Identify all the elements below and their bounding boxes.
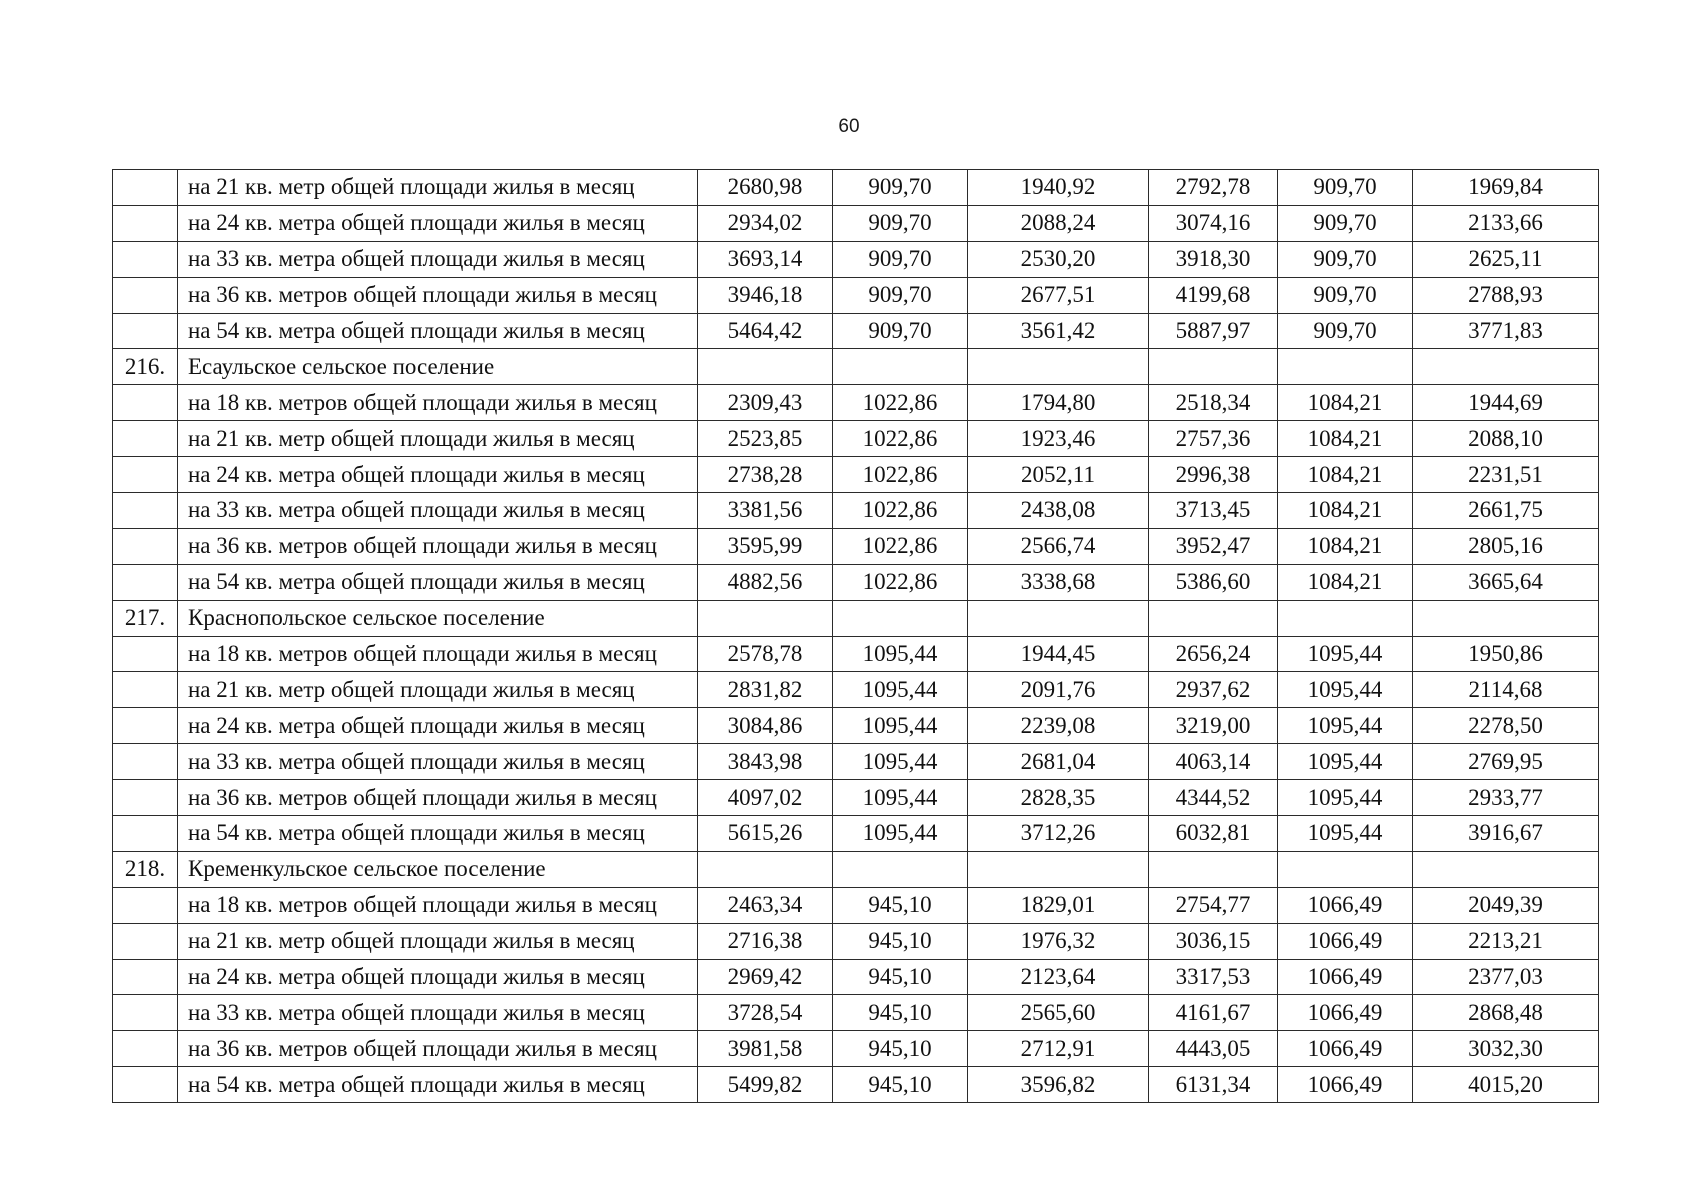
value-cell: 5464,42 xyxy=(698,313,833,349)
value-cell: 2681,04 xyxy=(968,744,1149,780)
value-cell: 909,70 xyxy=(1278,170,1413,206)
row-number-cell xyxy=(113,708,178,744)
value-cell: 1095,44 xyxy=(833,780,968,816)
value-cell: 909,70 xyxy=(833,170,968,206)
table-row xyxy=(113,923,1599,959)
value-cell: 2309,43 xyxy=(698,385,833,421)
table-row xyxy=(113,780,1599,816)
value-cell: 2231,51 xyxy=(1413,457,1599,493)
value-cell: 2114,68 xyxy=(1413,672,1599,708)
value-cell: 2680,98 xyxy=(698,170,833,206)
value-cell: 1095,44 xyxy=(1278,780,1413,816)
value-cell xyxy=(968,600,1149,636)
section-header-row xyxy=(113,349,1599,385)
value-cell: 3981,58 xyxy=(698,1031,833,1067)
value-cell: 3843,98 xyxy=(698,744,833,780)
area-label-cell: на 18 кв. метров общей площади жилья в месяц xyxy=(178,636,698,672)
value-cell: 3918,30 xyxy=(1149,241,1278,277)
value-cell xyxy=(1413,349,1599,385)
value-cell: 945,10 xyxy=(833,959,968,995)
value-cell: 3317,53 xyxy=(1149,959,1278,995)
value-cell: 909,70 xyxy=(833,277,968,313)
value-cell xyxy=(698,600,833,636)
value-cell: 2677,51 xyxy=(968,277,1149,313)
value-cell: 1084,21 xyxy=(1278,457,1413,493)
value-cell: 2049,39 xyxy=(1413,887,1599,923)
value-cell: 909,70 xyxy=(1278,205,1413,241)
value-cell: 3032,30 xyxy=(1413,1031,1599,1067)
row-number-cell xyxy=(113,959,178,995)
row-number-cell xyxy=(113,457,178,493)
value-cell xyxy=(698,851,833,887)
row-number-cell: 218. xyxy=(113,851,178,887)
table-row xyxy=(113,277,1599,313)
value-cell: 945,10 xyxy=(833,923,968,959)
value-cell: 1022,86 xyxy=(833,493,968,529)
value-cell: 909,70 xyxy=(1278,241,1413,277)
value-cell: 909,70 xyxy=(833,241,968,277)
table-row xyxy=(113,421,1599,457)
value-cell: 1066,49 xyxy=(1278,887,1413,923)
value-cell: 6032,81 xyxy=(1149,816,1278,852)
area-label-cell: на 18 кв. метров общей площади жилья в месяц xyxy=(178,385,698,421)
value-cell: 2934,02 xyxy=(698,205,833,241)
value-cell: 2566,74 xyxy=(968,528,1149,564)
table-row xyxy=(113,1067,1599,1103)
area-label-cell: на 24 кв. метра общей площади жилья в месяц xyxy=(178,205,698,241)
area-label-cell: на 33 кв. метра общей площади жилья в месяц xyxy=(178,241,698,277)
value-cell: 1084,21 xyxy=(1278,528,1413,564)
value-cell: 1944,69 xyxy=(1413,385,1599,421)
value-cell: 2463,34 xyxy=(698,887,833,923)
row-number-cell: 217. xyxy=(113,600,178,636)
value-cell: 1095,44 xyxy=(833,672,968,708)
value-cell: 1084,21 xyxy=(1278,385,1413,421)
value-cell: 1066,49 xyxy=(1278,1067,1413,1103)
value-cell: 2656,24 xyxy=(1149,636,1278,672)
value-cell: 1794,80 xyxy=(968,385,1149,421)
table-body xyxy=(113,170,1599,1103)
value-cell: 1084,21 xyxy=(1278,493,1413,529)
table-row xyxy=(113,672,1599,708)
value-cell: 1084,21 xyxy=(1278,421,1413,457)
value-cell: 3952,47 xyxy=(1149,528,1278,564)
row-number-cell xyxy=(113,672,178,708)
value-cell xyxy=(1413,851,1599,887)
value-cell: 1066,49 xyxy=(1278,995,1413,1031)
value-cell: 2828,35 xyxy=(968,780,1149,816)
value-cell xyxy=(698,349,833,385)
value-cell xyxy=(833,600,968,636)
value-cell: 1095,44 xyxy=(833,816,968,852)
value-cell: 3036,15 xyxy=(1149,923,1278,959)
value-cell: 2239,08 xyxy=(968,708,1149,744)
row-number-cell xyxy=(113,313,178,349)
value-cell: 4443,05 xyxy=(1149,1031,1278,1067)
value-cell: 4063,14 xyxy=(1149,744,1278,780)
value-cell: 2523,85 xyxy=(698,421,833,457)
value-cell: 2868,48 xyxy=(1413,995,1599,1031)
value-cell: 909,70 xyxy=(833,205,968,241)
value-cell: 3946,18 xyxy=(698,277,833,313)
row-number-cell: 216. xyxy=(113,349,178,385)
value-cell: 1022,86 xyxy=(833,421,968,457)
value-cell: 2788,93 xyxy=(1413,277,1599,313)
value-cell xyxy=(833,349,968,385)
value-cell: 3713,45 xyxy=(1149,493,1278,529)
row-number-cell xyxy=(113,887,178,923)
area-label-cell: на 24 кв. метра общей площади жилья в месяц xyxy=(178,708,698,744)
row-number-cell xyxy=(113,744,178,780)
value-cell: 1095,44 xyxy=(833,744,968,780)
area-label-cell: на 36 кв. метров общей площади жилья в месяц xyxy=(178,528,698,564)
value-cell: 2518,34 xyxy=(1149,385,1278,421)
value-cell: 3916,67 xyxy=(1413,816,1599,852)
value-cell xyxy=(833,851,968,887)
value-cell: 2996,38 xyxy=(1149,457,1278,493)
value-cell xyxy=(1278,851,1413,887)
value-cell xyxy=(1149,851,1278,887)
row-number-cell xyxy=(113,636,178,672)
value-cell: 909,70 xyxy=(1278,313,1413,349)
table-row xyxy=(113,457,1599,493)
value-cell: 1095,44 xyxy=(1278,816,1413,852)
area-label-cell: на 21 кв. метр общей площади жилья в месяц xyxy=(178,421,698,457)
value-cell: 2754,77 xyxy=(1149,887,1278,923)
row-number-cell xyxy=(113,493,178,529)
page-number: 60 xyxy=(838,116,860,137)
area-label-cell: на 21 кв. метр общей площади жилья в месяц xyxy=(178,672,698,708)
row-number-cell xyxy=(113,241,178,277)
value-cell: 3561,42 xyxy=(968,313,1149,349)
value-cell: 3712,26 xyxy=(968,816,1149,852)
table-row xyxy=(113,313,1599,349)
value-cell: 1944,45 xyxy=(968,636,1149,672)
table-row xyxy=(113,528,1599,564)
value-cell xyxy=(1413,600,1599,636)
value-cell: 2661,75 xyxy=(1413,493,1599,529)
row-number-cell xyxy=(113,923,178,959)
row-number-cell xyxy=(113,1031,178,1067)
value-cell: 3338,68 xyxy=(968,564,1149,600)
value-cell: 2792,78 xyxy=(1149,170,1278,206)
area-label-cell: на 54 кв. метра общей площади жилья в месяц xyxy=(178,564,698,600)
value-cell: 3771,83 xyxy=(1413,313,1599,349)
value-cell: 1969,84 xyxy=(1413,170,1599,206)
table-row xyxy=(113,708,1599,744)
value-cell: 2712,91 xyxy=(968,1031,1149,1067)
value-cell: 5386,60 xyxy=(1149,564,1278,600)
value-cell: 909,70 xyxy=(1278,277,1413,313)
value-cell: 945,10 xyxy=(833,1067,968,1103)
value-cell: 2933,77 xyxy=(1413,780,1599,816)
row-number-cell xyxy=(113,780,178,816)
section-header-row xyxy=(113,600,1599,636)
value-cell: 3219,00 xyxy=(1149,708,1278,744)
value-cell xyxy=(968,851,1149,887)
value-cell: 1022,86 xyxy=(833,528,968,564)
value-cell: 3595,99 xyxy=(698,528,833,564)
value-cell: 2133,66 xyxy=(1413,205,1599,241)
value-cell: 4015,20 xyxy=(1413,1067,1599,1103)
area-label-cell: на 36 кв. метров общей площади жилья в месяц xyxy=(178,780,698,816)
value-cell: 2757,36 xyxy=(1149,421,1278,457)
value-cell: 1095,44 xyxy=(833,708,968,744)
value-cell: 2937,62 xyxy=(1149,672,1278,708)
table-row xyxy=(113,493,1599,529)
row-number-cell xyxy=(113,170,178,206)
value-cell: 1923,46 xyxy=(968,421,1149,457)
value-cell: 4199,68 xyxy=(1149,277,1278,313)
area-label-cell: на 33 кв. метра общей площади жилья в месяц xyxy=(178,744,698,780)
value-cell: 2625,11 xyxy=(1413,241,1599,277)
settlement-name-cell: Кременкульское сельское поселение xyxy=(178,851,698,887)
value-cell xyxy=(1278,600,1413,636)
value-cell xyxy=(1278,349,1413,385)
value-cell: 5615,26 xyxy=(698,816,833,852)
value-cell: 2278,50 xyxy=(1413,708,1599,744)
value-cell: 2738,28 xyxy=(698,457,833,493)
table-row xyxy=(113,959,1599,995)
table-row xyxy=(113,816,1599,852)
value-cell: 1022,86 xyxy=(833,564,968,600)
value-cell xyxy=(968,349,1149,385)
row-number-cell xyxy=(113,995,178,1031)
area-label-cell: на 54 кв. метра общей площади жилья в месяц xyxy=(178,313,698,349)
value-cell: 1066,49 xyxy=(1278,923,1413,959)
area-label-cell: на 36 кв. метров общей площади жилья в месяц xyxy=(178,277,698,313)
value-cell: 1976,32 xyxy=(968,923,1149,959)
value-cell: 2088,10 xyxy=(1413,421,1599,457)
value-cell: 2091,76 xyxy=(968,672,1149,708)
area-label-cell: на 24 кв. метра общей площади жилья в месяц xyxy=(178,457,698,493)
row-number-cell xyxy=(113,1067,178,1103)
area-label-cell: на 33 кв. метра общей площади жилья в месяц xyxy=(178,493,698,529)
area-label-cell: на 36 кв. метров общей площади жилья в месяц xyxy=(178,1031,698,1067)
value-cell: 2088,24 xyxy=(968,205,1149,241)
value-cell: 1095,44 xyxy=(1278,636,1413,672)
table-row xyxy=(113,170,1599,206)
value-cell: 2969,42 xyxy=(698,959,833,995)
value-cell: 3665,64 xyxy=(1413,564,1599,600)
value-cell: 1095,44 xyxy=(833,636,968,672)
value-cell: 1940,92 xyxy=(968,170,1149,206)
table-row xyxy=(113,636,1599,672)
value-cell: 909,70 xyxy=(833,313,968,349)
area-label-cell: на 18 кв. метров общей площади жилья в месяц xyxy=(178,887,698,923)
value-cell: 1950,86 xyxy=(1413,636,1599,672)
table-row xyxy=(113,385,1599,421)
value-cell: 2831,82 xyxy=(698,672,833,708)
value-cell: 945,10 xyxy=(833,887,968,923)
table-row xyxy=(113,887,1599,923)
value-cell xyxy=(1149,349,1278,385)
tariff-table xyxy=(112,169,1599,1103)
value-cell: 1022,86 xyxy=(833,457,968,493)
table-row xyxy=(113,205,1599,241)
value-cell: 6131,34 xyxy=(1149,1067,1278,1103)
value-cell: 4882,56 xyxy=(698,564,833,600)
value-cell: 2805,16 xyxy=(1413,528,1599,564)
table-row xyxy=(113,241,1599,277)
value-cell: 5499,82 xyxy=(698,1067,833,1103)
value-cell xyxy=(1149,600,1278,636)
value-cell: 2565,60 xyxy=(968,995,1149,1031)
value-cell: 4344,52 xyxy=(1149,780,1278,816)
area-label-cell: на 21 кв. метр общей площади жилья в месяц xyxy=(178,170,698,206)
row-number-cell xyxy=(113,564,178,600)
value-cell: 1066,49 xyxy=(1278,1031,1413,1067)
value-cell: 2377,03 xyxy=(1413,959,1599,995)
value-cell: 3596,82 xyxy=(968,1067,1149,1103)
area-label-cell: на 21 кв. метр общей площади жилья в месяц xyxy=(178,923,698,959)
value-cell: 2530,20 xyxy=(968,241,1149,277)
value-cell: 3381,56 xyxy=(698,493,833,529)
settlement-name-cell: Есаульское сельское поселение xyxy=(178,349,698,385)
value-cell: 3728,54 xyxy=(698,995,833,1031)
area-label-cell: на 33 кв. метра общей площади жилья в месяц xyxy=(178,995,698,1031)
value-cell: 1095,44 xyxy=(1278,744,1413,780)
table-row xyxy=(113,995,1599,1031)
value-cell: 3693,14 xyxy=(698,241,833,277)
value-cell: 3074,16 xyxy=(1149,205,1278,241)
value-cell: 1066,49 xyxy=(1278,959,1413,995)
value-cell: 4097,02 xyxy=(698,780,833,816)
value-cell: 2438,08 xyxy=(968,493,1149,529)
value-cell: 1022,86 xyxy=(833,385,968,421)
section-header-row xyxy=(113,851,1599,887)
row-number-cell xyxy=(113,528,178,564)
table-row xyxy=(113,564,1599,600)
value-cell: 2578,78 xyxy=(698,636,833,672)
value-cell: 2716,38 xyxy=(698,923,833,959)
value-cell: 945,10 xyxy=(833,1031,968,1067)
value-cell: 3084,86 xyxy=(698,708,833,744)
value-cell: 1084,21 xyxy=(1278,564,1413,600)
value-cell: 2052,11 xyxy=(968,457,1149,493)
table-row xyxy=(113,1031,1599,1067)
area-label-cell: на 24 кв. метра общей площади жилья в месяц xyxy=(178,959,698,995)
value-cell: 1095,44 xyxy=(1278,708,1413,744)
value-cell: 1095,44 xyxy=(1278,672,1413,708)
row-number-cell xyxy=(113,421,178,457)
area-label-cell: на 54 кв. метра общей площади жилья в месяц xyxy=(178,1067,698,1103)
area-label-cell: на 54 кв. метра общей площади жилья в месяц xyxy=(178,816,698,852)
row-number-cell xyxy=(113,816,178,852)
table-row xyxy=(113,744,1599,780)
row-number-cell xyxy=(113,385,178,421)
row-number-cell xyxy=(113,277,178,313)
value-cell: 4161,67 xyxy=(1149,995,1278,1031)
value-cell: 2213,21 xyxy=(1413,923,1599,959)
value-cell: 1829,01 xyxy=(968,887,1149,923)
value-cell: 2769,95 xyxy=(1413,744,1599,780)
value-cell: 5887,97 xyxy=(1149,313,1278,349)
value-cell: 945,10 xyxy=(833,995,968,1031)
row-number-cell xyxy=(113,205,178,241)
settlement-name-cell: Краснопольское сельское поселение xyxy=(178,600,698,636)
value-cell: 2123,64 xyxy=(968,959,1149,995)
